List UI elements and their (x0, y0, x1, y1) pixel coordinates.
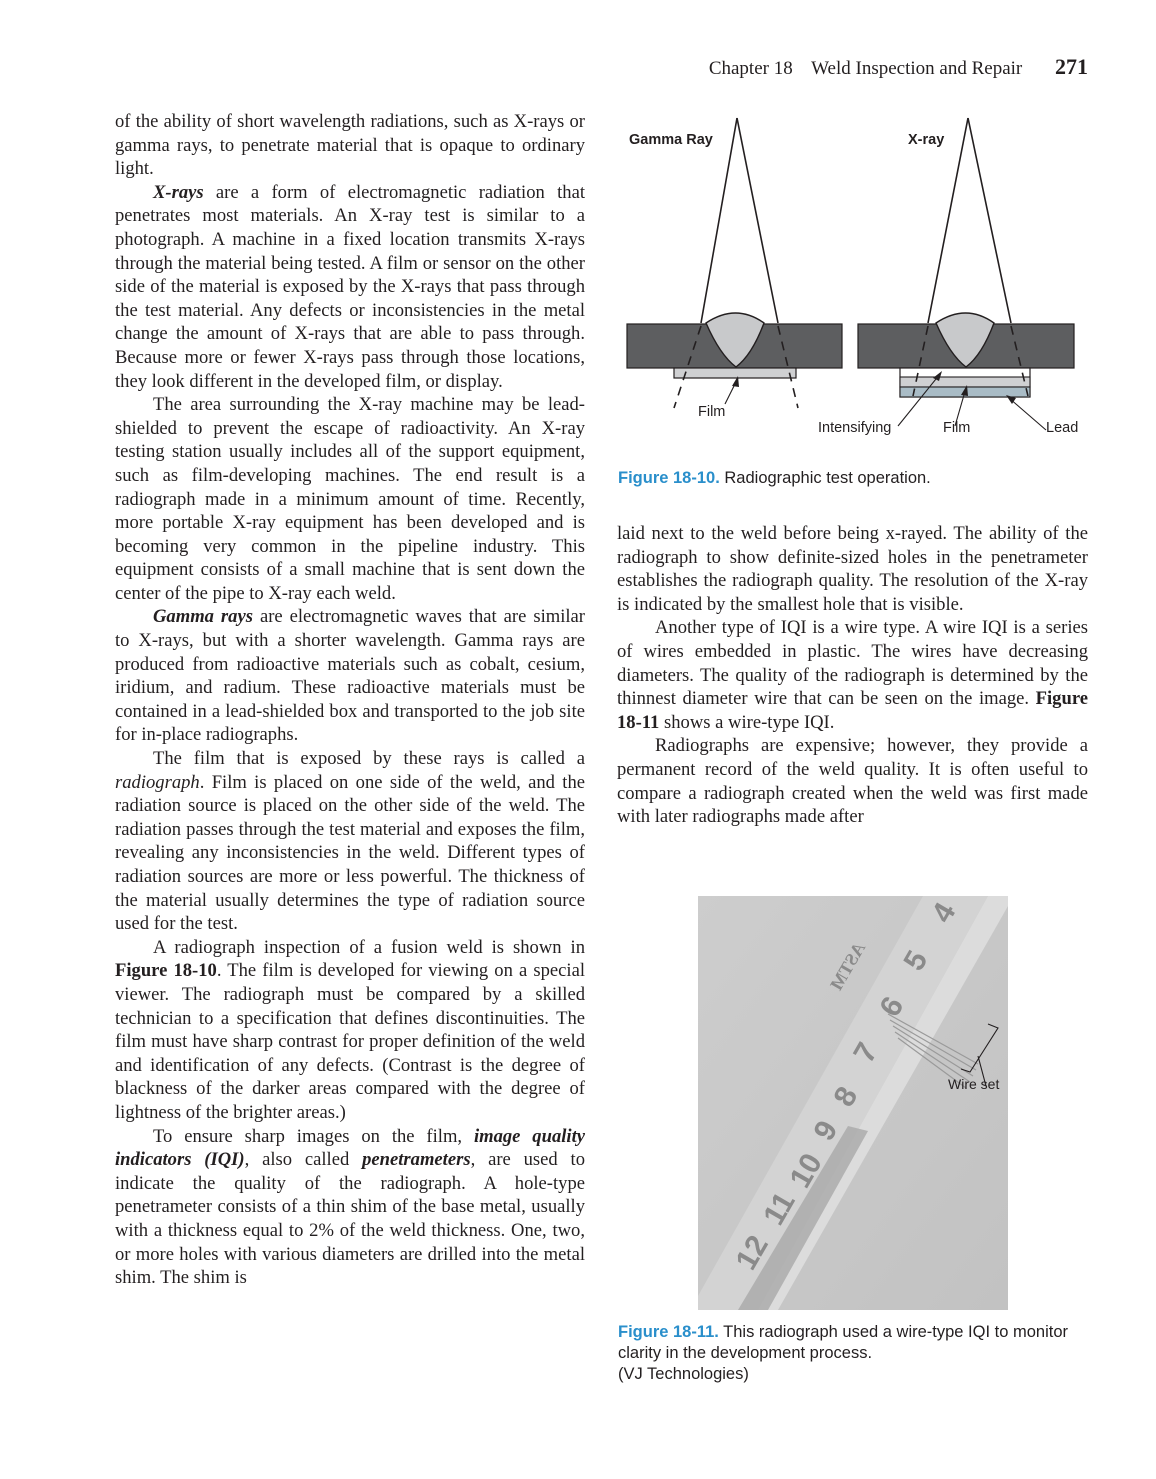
caption-text: This radiograph used a wire-type IQI to monitor clarity in the development process. (618, 1323, 1069, 1362)
term-iqi: image quality indicators (IQI) (115, 1125, 585, 1171)
paragraph: of the ability of short wavelength radiations, such as X-rays or gamma rays, to penetrate material that is opaque to ordinary light. (115, 111, 585, 180)
paragraph: Gamma rays are electromagnetic waves that are similar to X-rays, but with a shorter wavelength. Gamma rays are produced from radioactive materials such as cobalt, cesium, iridium, and radium. These radioactive materials must be contained in a lead-shielded box and transported to the job site for in-place radiographs. (115, 606, 585, 746)
label-x-ray: X-ray (908, 132, 945, 148)
figure-reference: Figure 18-10 (115, 960, 217, 982)
paragraph: The area surrounding the X-ray machine may be lead-shielded to prevent the escape of radioactivity. An X-ray testing station usually includes all of the support equipment, such as film-developing machines. The end result is a radiograph made in a minimum amount of time. Recently, more portable X-ray equipment has been developed and is becoming very common in the pipeline industry. This equipment consists of a small machine that is sent down the center of the pipe to X-ray each weld. (115, 394, 585, 604)
paragraph: A radiograph inspection of a fusion weld is shown in Figure 18-10. The film is developed for viewing on a special viewer. The radiograph must be compared by a skilled technician to a specification that defines discontinuities. The film must have sharp contrast for proper definition of the weld and identification of any defects. (Contrast is the degree of blackness of the darker areas compared with the degree of lightness of the brighter areas.) (115, 936, 585, 1123)
paragraph: Radiographs are expensive; however, they provide a permanent record of the weld quality. It is often useful to compare a radiograph created when the weld was first made with later radiographs made after (617, 735, 1088, 828)
figure-number: Figure 18-10. (618, 469, 720, 487)
term-radiograph: radiograph (115, 771, 200, 793)
left-column (115, 110, 585, 1290)
figure-18-11-radiograph (698, 896, 1008, 1310)
chapter-label: Chapter 18 (708, 58, 793, 79)
astm-marking: ASTM (825, 938, 870, 994)
term-xrays: X-rays (153, 181, 204, 203)
paragraph: To ensure sharp images on the film, image quality indicators (IQI), also called penetrameters, are used to indicate the quality of the radiograph. A hole-type penetrameter consists of a thin shim of the base metal, usually with a thickness equal to 2% of the weld thickness. One, two, or more holes with various diameters are drilled into the metal shim. The shim is (115, 1125, 586, 1289)
figure-18-11-caption (618, 1322, 1088, 1385)
right-column (617, 522, 1088, 829)
paragraph: laid next to the weld before being x-rayed. The ability of the radiograph to show definite-sized holes in the penetrameter establishes the radiograph quality. The resolution of the X-ray is indicated by the smallest hole that is visible. (617, 523, 1088, 615)
image-credit: (VJ Technologies) (618, 1365, 749, 1383)
label-lead: Lead (1046, 420, 1079, 436)
running-head (709, 54, 1088, 80)
caption-text: Radiographic test operation. (719, 469, 931, 487)
page-number: 271 (1055, 54, 1088, 79)
label-wire-set: Wire set (948, 1076, 1000, 1092)
term-gamma-rays: Gamma rays (153, 606, 253, 628)
radiographic-diagram (618, 108, 1088, 468)
iqi-scale-numbers: 4 5 6 7 8 9 10 11 12 ASTM (729, 897, 963, 1276)
figure-number: Figure 18-11. (618, 1323, 719, 1341)
chapter-title: Weld Inspection and Repair (811, 58, 1023, 79)
paragraph: Another type of IQI is a wire type. A wire IQI is a series of wires embedded in plastic. The wires have decreasing diameters. The quality of the radiograph is determined by the thinnest diameter wire that can be seen on the image. Figure 18-11 shows a wire-type IQI. (617, 617, 1088, 733)
figure-18-10-caption (618, 468, 931, 489)
label-gamma-ray: Gamma Ray (629, 132, 713, 148)
paragraph: The film that is exposed by these rays is called a radiograph. Film is placed on one side of the weld, and the radiation source is placed on the other side of the weld. The radiation passes through the test material and exposes the film, revealing any inconsistencies in the weld. Different types of radiation sources are more or less powerful. The thickness of the material usually determines the type of radiation source used for the test. (115, 748, 585, 935)
label-intensifying: Intensifying (818, 420, 892, 436)
paragraph: X-rays are a form of electromagnetic radiation that penetrates most materials. An X-ray test is similar to a photograph. A machine in a fixed location transmits X-rays through the material being tested. A film or sensor on the other side of the material is exposed by the X-rays that pass through the test material. Any defects or inconsistencies in the metal change the amount of X-rays that are able to pass through. Because more or fewer X-rays pass through those locations, they look different in the developed film, or display. (115, 181, 585, 392)
figure-18-10-diagram (618, 108, 1088, 468)
label-film-gamma: Film (698, 404, 726, 420)
xray-setup (858, 118, 1074, 430)
gamma-ray-setup (627, 118, 842, 408)
term-penetrameters: penetrameters (362, 1149, 471, 1171)
figure-reference: Figure 18-11 (617, 688, 1088, 733)
label-film-xray: Film (943, 420, 971, 436)
